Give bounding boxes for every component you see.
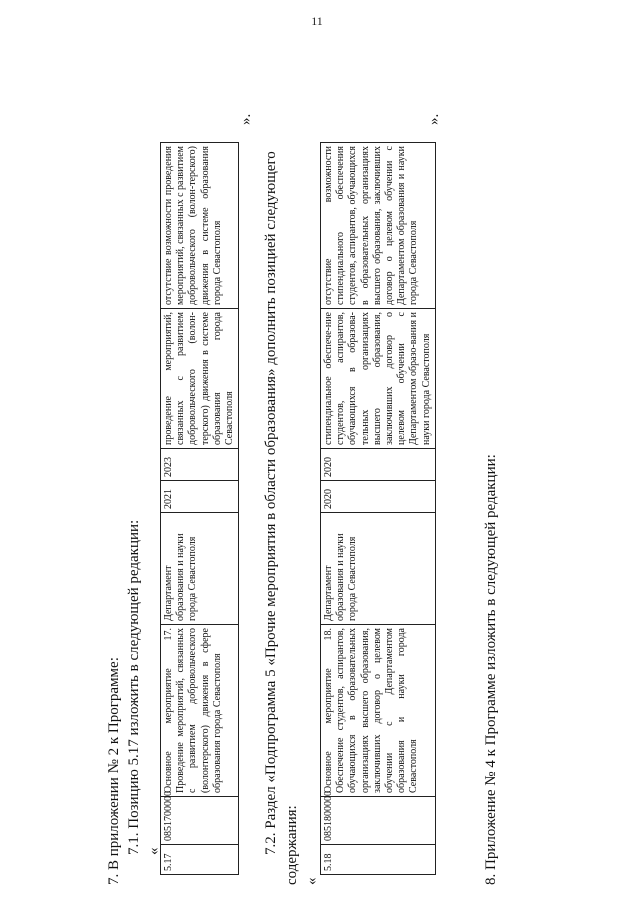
section-8-text: 8. Приложение № 4 к Программе изложить в следующей редакции: [483, 454, 499, 885]
cell-start-year: 2020 [321, 481, 436, 513]
section-7-1-text: 7.1. Позицию 5.17 изложить в следующей редакции: [126, 519, 142, 855]
close-quote-2: ». [426, 113, 442, 125]
cell-end-year: 2020 [321, 449, 436, 481]
table-row [161, 143, 239, 875]
cell-num: 5.17 [161, 845, 239, 875]
cell-code: 0851800000 [321, 797, 436, 845]
section-7-2-text-cont: содержания: [284, 805, 300, 885]
cell-executor: Департамент образования и науки города Севастополя [161, 513, 239, 625]
cell-consequence: отсутствие возможности проведения мероприятий, связанных с развитием добровольческого (волон-терского) движения в системе образования города Севастополя [161, 143, 239, 309]
cell-num: 5.18 [321, 845, 436, 875]
open-quote-1: « [146, 847, 162, 855]
cell-start-year: 2021 [161, 481, 239, 513]
cell-name: Основное мероприятие 18. Обеспечение студентов, аспирантов, обучающихся в образовательных организациях высшего образования, заключивших договор о целевом обучении с Департаментом образования и науки города Севастополя [321, 625, 436, 797]
close-quote-1: ». [238, 113, 254, 125]
rotated-content [8, 15, 608, 895]
cell-name: Основное мероприятие 17. Проведение мероприятий, связанных с развитием добровольческого (волонтерского) движения в сфере образования города Севастополя [161, 625, 239, 797]
cell-executor: Департамент образования и науки города Севастополя [321, 513, 436, 625]
table-position-5-17 [160, 142, 239, 875]
page-number: 11 [311, 14, 323, 28]
cell-code: 0851700000 [161, 797, 239, 845]
section-7-2-text: 7.2. Раздел «Подпрограмма 5 «Прочие мероприятия в области образования» дополнить позицией следующего [263, 151, 279, 855]
section-7-heading: 7. В приложении № 2 к Программе: [106, 657, 122, 885]
cell-result: стипендиальное обеспече-ние студентов, аспирантов, обучающихся в образова-тельных организациях высшего образования, заключивших договор о целевом обучении с Департаментом образо-вания и науки города Севастополя [321, 309, 436, 449]
table-position-5-18 [320, 142, 436, 875]
cell-end-year: 2023 [161, 449, 239, 481]
cell-consequence: отсутствие возможности стипендиального обеспечения студентов, аспирантов, обучающихся в образовательных организациях высшего образования, заключивших договор о целевом обучении с Департаментом образования и науки города Севастополя [321, 143, 436, 309]
table-row [321, 143, 436, 875]
open-quote-2: « [304, 877, 320, 885]
cell-result: проведение мероприятий, связанных с развитием добровольческого (волон-терского) движения в системе образования города Севастополя [161, 309, 239, 449]
